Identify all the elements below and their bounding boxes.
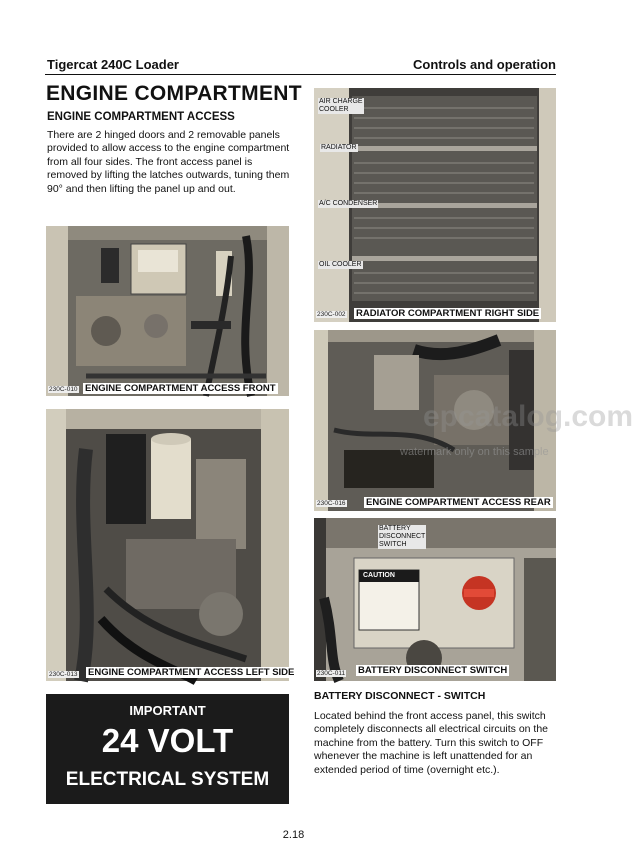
photo-code: 230C-011 [317, 670, 346, 677]
photo-engine-left [46, 409, 295, 681]
photo-caption: ENGINE COMPARTMENT ACCESS REAR [366, 497, 551, 508]
label-radiator: RADIATOR [321, 144, 357, 151]
watermark-sub: watermark only on this sample [400, 446, 549, 458]
header-rule [45, 74, 556, 75]
header-right: Controls and operation [413, 57, 556, 72]
photo-code: 230C-010 [49, 386, 78, 393]
caution-label: CAUTION [363, 572, 395, 579]
label-oil-cooler: OIL COOLER [319, 261, 362, 268]
important-box [46, 694, 289, 804]
page-number: 2.18 [282, 829, 305, 841]
photo-caption: ENGINE COMPARTMENT ACCESS LEFT SIDE [88, 667, 295, 678]
label-battery-disconnect: BATTERY DISCONNECT SWITCH [379, 525, 426, 548]
access-heading: ENGINE COMPARTMENT ACCESS [47, 111, 235, 123]
important-label: IMPORTANT [129, 703, 206, 718]
label-air-charge-cooler: AIR CHARGE COOLER [319, 98, 363, 113]
switch-heading: BATTERY DISCONNECT - SWITCH [314, 690, 486, 702]
switch-paragraph: Located behind the front access panel, this switch completely disconnects all electrical circuits on the machine from the battery. Turn this switch to OFF whenever the machine is left unattended for an extended period of time (overnight etc.). [314, 710, 549, 776]
access-paragraph: There are 2 hinged doors and 2 removable panels provided to allow access to the engine compartment from all four sides. The front access panel is removed by lifting the latches outwards, tuning them 90° and then lifting the panel up and out. [47, 129, 290, 195]
photo-caption: BATTERY DISCONNECT SWITCH [358, 665, 508, 676]
label-ac-condenser: A/C CONDENSER [319, 200, 378, 207]
photo-battery-switch [314, 518, 556, 681]
header-left: Tigercat 240C Loader [47, 57, 179, 72]
electrical-system-label: ELECTRICAL SYSTEM [65, 769, 270, 790]
photo-code: 230C-013 [49, 671, 78, 678]
photo-code: 230C-002 [317, 311, 346, 318]
photo-code: 230C-016 [317, 500, 346, 507]
photo-radiator [314, 88, 556, 322]
page-title: ENGINE COMPARTMENT [46, 82, 302, 105]
photo-caption: RADIATOR COMPARTMENT RIGHT SIDE [356, 308, 540, 319]
photo-engine-front [46, 226, 289, 396]
voltage-label: 24 VOLT [101, 722, 234, 759]
watermark: epcatalog.com [423, 400, 633, 433]
photo-caption: ENGINE COMPARTMENT ACCESS FRONT [85, 383, 276, 394]
